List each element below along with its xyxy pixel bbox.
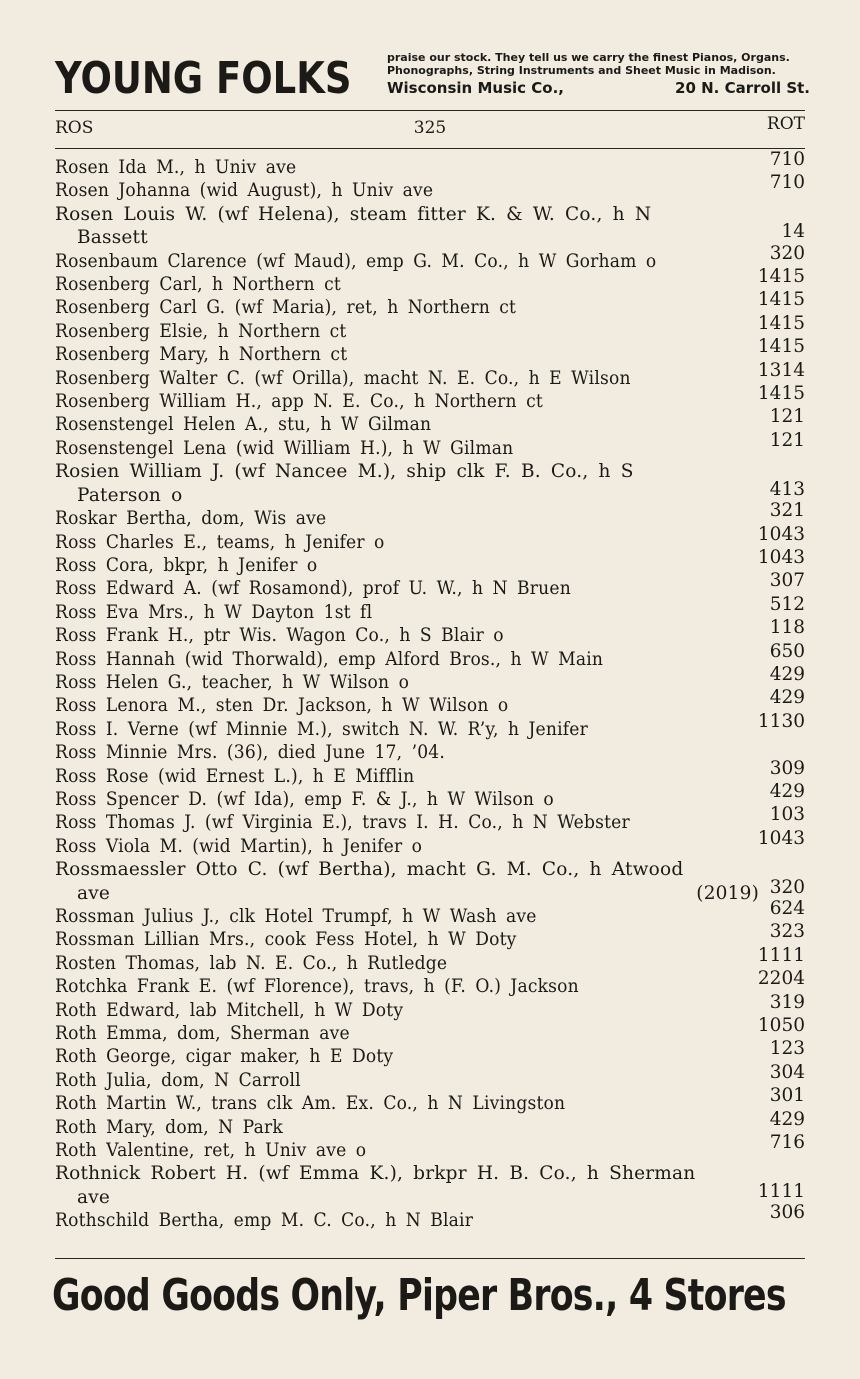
- entry-number: 1415: [757, 289, 805, 311]
- directory-entry: [55, 1038, 805, 1068]
- entry-number: 103: [769, 804, 805, 826]
- directory-entry: [55, 359, 805, 390]
- running-header: [55, 114, 805, 142]
- entry-text: Rotchka Frank E. (wf Florence), travs, h (F. O.) Jackson: [55, 976, 579, 998]
- directory-entry: [55, 266, 805, 296]
- entry-text: Ross Rose (wid Ernest L.), h E Mifflin: [55, 765, 415, 787]
- entry-number: 323: [769, 921, 805, 943]
- entry-text: Ross Minnie Mrs. (36), died June 17, ’04.: [55, 742, 445, 764]
- entry-text: Rossman Julius J., clk Hotel Trumpf, h W Wash ave: [55, 906, 537, 927]
- entry-number: 321: [769, 500, 805, 522]
- entry-text: Rosenberg Carl, h Northern ct: [55, 274, 341, 296]
- directory-entry: [55, 617, 805, 647]
- entry-number: 1111: [757, 944, 805, 966]
- entry-number: 429: [769, 663, 805, 685]
- entry-number: 1130: [757, 710, 805, 732]
- entry-number: 14: [781, 221, 805, 243]
- directory-entry: [55, 741, 805, 764]
- ad-tagline-line-1: praise our stock. They tell us we carry the finest Pianos, Organs.: [387, 51, 790, 64]
- entry-number: 413: [769, 478, 805, 500]
- directory-entry: [55, 687, 805, 717]
- entry-text: Rosenberg Carl G. (wf Maria), ret, h Northern ct: [55, 297, 517, 319]
- entry-text: Ross Eva Mrs., h W Dayton 1st fl: [55, 601, 373, 623]
- entry-number: 1043: [757, 523, 805, 545]
- entry-continuation: ave: [77, 1186, 111, 1208]
- entry-text: Rosenberg William H., app N. E. Co., h Northern ct: [55, 391, 543, 413]
- directory-entry: [55, 1108, 805, 1139]
- entry-text: Roth Edward, lab Mitchell, h W Doty: [55, 999, 404, 1021]
- entry-number: 319: [769, 991, 805, 1013]
- entry-text: Ross Viola M. (wid Martin), h Jenifer o: [55, 835, 423, 857]
- entry-text: Rosenberg Mary, h Northern ct: [55, 344, 348, 366]
- entry-continuation: Bassett: [77, 227, 148, 249]
- entry-text: Rosenstengel Helen A., stu, h W Gilman: [55, 414, 432, 436]
- entry-text: Rothnick Robert H. (wf Emma K.), brkpr H. B. Co., h Sherman: [55, 1163, 696, 1185]
- ad-tagline: [387, 51, 811, 77]
- entry-text: Ross Charles E., teams, h Jenifer o: [55, 531, 385, 553]
- entry-number: 118: [769, 617, 805, 639]
- header-rule-bottom: [55, 148, 805, 149]
- directory-entry: [55, 460, 805, 507]
- entry-text: Rosenstengel Lena (wid William H.), h W Gilman: [55, 437, 514, 459]
- entry-text: Roth Emma, dom, Sherman ave: [55, 1023, 350, 1045]
- directory-entry: [55, 523, 805, 554]
- entry-text: Rosenberg Elsie, h Northern ct: [55, 320, 347, 342]
- directory-entry: [55, 640, 805, 671]
- directory-entry: [55, 570, 805, 600]
- entry-number: 710: [769, 149, 805, 170]
- entry-text: Ross Frank H., ptr Wis. Wagon Co., h S Blair o: [55, 625, 504, 647]
- entry-number: 309: [769, 757, 805, 779]
- entry-number: 1050: [757, 1015, 805, 1037]
- directory-entry: [55, 172, 805, 202]
- entry-number: 1043: [757, 546, 805, 568]
- entry-text: Rosten Thomas, lab N. E. Co., h Rutledge: [55, 952, 448, 974]
- top-advertisement: [55, 46, 810, 106]
- entry-text: Roth Valentine, ret, h Univ ave o: [55, 1140, 367, 1162]
- entry-number: 306: [769, 1202, 805, 1224]
- entry-text: Roth Julia, dom, N Carroll: [55, 1069, 301, 1091]
- directory-entry: [55, 242, 805, 273]
- entry-number: 320: [769, 242, 805, 264]
- directory-entry: [55, 898, 805, 928]
- page-number: 325: [413, 118, 447, 138]
- entry-number: 320: [769, 876, 805, 898]
- directory-entry: [55, 1085, 805, 1115]
- entry-number: 1111: [757, 1180, 805, 1202]
- directory-entry: [55, 203, 805, 250]
- directory-entry: [55, 757, 805, 788]
- directory-entry: [55, 804, 805, 834]
- directory-entry: [55, 1015, 805, 1045]
- directory-entry: [55, 593, 805, 624]
- entry-continuation: Paterson o: [77, 484, 183, 506]
- directory-entry: [55, 710, 805, 741]
- entry-number: 2204: [757, 968, 805, 990]
- entry-text: Rothschild Bertha, emp M. C. Co., h N Blair: [55, 1210, 474, 1232]
- entry-text: Ross Spencer D. (wf Ida), emp F. & J., h W Wilson o: [55, 788, 554, 810]
- running-header-right: ROT: [766, 114, 805, 134]
- ad-store-name: Wisconsin Music Co.,: [387, 79, 564, 97]
- footer-rule: [55, 1258, 805, 1259]
- entry-number: 1043: [757, 827, 805, 849]
- directory-entry: [55, 312, 805, 343]
- entry-number: 1415: [757, 383, 805, 405]
- directory-entry: [55, 1132, 805, 1162]
- entry-text: Rosen Ida M., h Univ ave: [55, 157, 297, 178]
- entry-text: Rossman Lillian Mrs., cook Fess Hotel, h W Doty: [55, 929, 517, 951]
- entry-text: Roth Mary, dom, N Park: [55, 1116, 283, 1138]
- entry-text: Ross Edward A. (wf Rosamond), prof U. W., h N Bruen: [55, 578, 571, 600]
- entry-text: Roth George, cigar maker, h E Doty: [55, 1046, 394, 1068]
- directory-entry: [55, 1162, 805, 1209]
- entry-number: 1314: [757, 359, 805, 381]
- ad-store-address: 20 N. Carroll St.: [675, 79, 810, 97]
- directory-entry: [55, 663, 805, 694]
- entry-number: 1415: [757, 312, 805, 334]
- entry-text: Ross Cora, bkpr, h Jenifer o: [55, 554, 318, 576]
- directory-entry: [55, 546, 805, 577]
- directory-entry: [55, 406, 805, 436]
- entry-number: 429: [769, 687, 805, 709]
- directory-entry: [55, 944, 805, 975]
- entry-number: 307: [769, 570, 805, 592]
- directory-entry: [55, 383, 805, 413]
- entry-number: 429: [769, 780, 805, 802]
- directory-entry: [55, 289, 805, 319]
- entry-number: 123: [769, 1038, 805, 1060]
- entry-number: 624: [769, 898, 805, 919]
- directory-entry: [55, 991, 805, 1022]
- directory-entry: [55, 858, 805, 905]
- entry-number: 121: [769, 429, 805, 451]
- directory-entry: [55, 149, 805, 179]
- header-rule-top: [55, 110, 805, 111]
- directory-entry: [55, 827, 805, 858]
- running-header-left: ROS: [55, 118, 94, 138]
- directory-entry: [55, 780, 805, 811]
- directory-entry: [55, 1202, 805, 1232]
- entry-text: Rosien William J. (wf Nancee M.), ship clk F. B. Co., h S: [55, 461, 634, 483]
- entry-number: 121: [769, 406, 805, 428]
- directory-entry: [55, 429, 805, 460]
- entry-number: 301: [769, 1085, 805, 1107]
- entry-text: Rosen Johanna (wid August), h Univ ave: [55, 180, 434, 202]
- entry-year: (2019): [696, 882, 759, 904]
- entry-continuation: ave: [77, 882, 111, 904]
- entry-text: Rosenbaum Clarence (wf Maud), emp G. M. Co., h W Gorham o: [55, 250, 657, 272]
- ad-tagline-line-2: Phonographs, String Instruments and Sheet Music in Madison.: [387, 64, 776, 77]
- entry-number: 429: [769, 1108, 805, 1130]
- entry-number: 512: [769, 593, 805, 615]
- entry-number: 716: [769, 1132, 805, 1154]
- directory-entry: [55, 1061, 805, 1092]
- ad-brand-name: YOUNG FOLKS: [55, 53, 352, 104]
- bottom-advertisement: Good Goods Only, Piper Bros., 4 Stores: [52, 1270, 786, 1321]
- directory-entry: [55, 336, 805, 366]
- entry-number: 1415: [757, 266, 805, 288]
- directory-entry: [55, 921, 805, 951]
- entry-text: Ross I. Verne (wf Minnie M.), switch N. W. R’y, h Jenifer: [55, 718, 588, 740]
- entry-number: 710: [769, 172, 805, 194]
- directory-entries: [55, 149, 805, 1233]
- entry-text: Ross Hannah (wid Thorwald), emp Alford Bros., h W Main: [55, 648, 604, 670]
- entry-number: 1415: [757, 336, 805, 358]
- entry-number: 304: [769, 1061, 805, 1083]
- entry-text: Ross Helen G., teacher, h W Wilson o: [55, 671, 410, 693]
- entry-text: Rossmaessler Otto C. (wf Bertha), macht G. M. Co., h Atwood: [55, 859, 684, 881]
- entry-text: Rosenberg Walter C. (wf Orilla), macht N. E. Co., h E Wilson: [55, 367, 631, 389]
- directory-entry: [55, 968, 805, 998]
- entry-number: 650: [769, 640, 805, 662]
- entry-text: Ross Thomas J. (wf Virginia E.), travs I. H. Co., h N Webster: [55, 812, 630, 834]
- entry-text: Rosen Louis W. (wf Helena), steam fitter K. & W. Co., h N: [55, 203, 652, 225]
- entry-text: Ross Lenora M., sten Dr. Jackson, h W Wilson o: [55, 695, 509, 717]
- entry-text: Roskar Bertha, dom, Wis ave: [55, 508, 327, 530]
- directory-entry: [55, 500, 805, 530]
- entry-text: Roth Martin W., trans clk Am. Ex. Co., h N Livingston: [55, 1093, 566, 1115]
